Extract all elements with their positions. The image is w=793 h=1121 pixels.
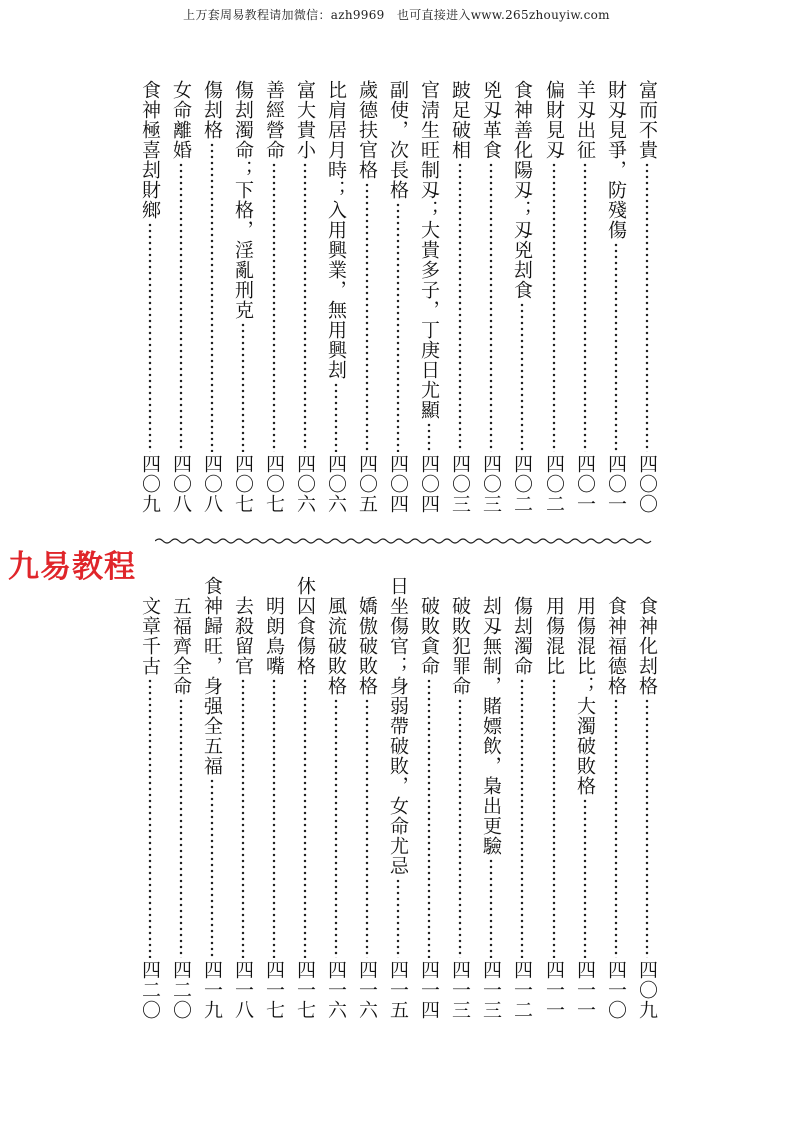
toc-entry-page: 四〇四: [387, 454, 409, 514]
toc-entry-page: 四〇三: [480, 454, 502, 514]
toc-entry-top-8: [416, 80, 442, 514]
toc-entry-page: 四〇一: [605, 454, 627, 514]
toc-entry-page: 四〇七: [263, 454, 285, 514]
leader-dots: [302, 678, 308, 958]
leader-dots: [178, 698, 184, 958]
toc-entry-page: 四〇八: [201, 454, 223, 514]
leader-dots: [488, 162, 494, 452]
toc-entry-title: 富大貴小: [294, 80, 316, 160]
toc-entry-title: 食神福德格: [605, 596, 627, 696]
toc-entry-top-9: [385, 80, 411, 514]
leader-dots: [364, 698, 370, 958]
toc-entry-page: 四〇七: [232, 454, 254, 514]
toc-entry-top-14: [230, 80, 256, 514]
toc-entry-bottom-5: [509, 596, 535, 1020]
toc-entry-title: 跛足破相: [449, 80, 471, 160]
leader-dots: [395, 202, 401, 452]
toc-entry-page: 四〇五: [356, 454, 378, 514]
toc-entry-page: 四〇三: [449, 454, 471, 514]
toc-entry-title: 文章千古: [139, 596, 161, 676]
toc-entry-title: 日坐傷官；身弱帶破敗，女命尤忌: [387, 576, 409, 876]
toc-entry-top-3: [572, 80, 598, 514]
toc-entry-bottom-8: [416, 596, 442, 1020]
leader-dots: [209, 778, 215, 958]
toc-entry-title: 用傷混比: [543, 596, 565, 676]
toc-entry-title: 官淸生旺制刄；大貴多子，丁庚日尤顯: [418, 80, 440, 420]
toc-entry-top-10: [354, 80, 380, 514]
toc-entry-title: 嬌傲破敗格: [356, 596, 378, 696]
toc-entry-title: 財刄見爭，防殘傷: [605, 80, 627, 240]
toc-entry-bottom-7: [447, 596, 473, 1020]
leader-dots: [240, 678, 246, 958]
toc-entry-bottom-2: [603, 596, 629, 1020]
toc-entry-page: 四一一: [574, 960, 596, 1020]
toc-entry-page: 四〇〇: [636, 454, 658, 514]
toc-entry-page: 四〇八: [170, 454, 192, 514]
leader-dots: [457, 698, 463, 958]
toc-entry-bottom-15: [199, 576, 225, 1020]
toc-entry-title: 刦刄無制，賭嫖飲，梟出更驗: [480, 596, 502, 856]
leader-dots: [613, 698, 619, 958]
toc-entry-top-16: [168, 80, 194, 514]
toc-entry-page: 四〇九: [636, 960, 658, 1020]
leader-dots: [426, 678, 432, 958]
leader-dots: [582, 798, 588, 958]
toc-entry-bottom-3: [572, 596, 598, 1020]
toc-entry-title: 食神極喜刦財鄉: [139, 80, 161, 220]
toc-entry-page: 四一五: [387, 960, 409, 1020]
toc-entry-page: 四〇二: [511, 454, 533, 514]
leader-dots: [551, 678, 557, 958]
toc-entry-page: 四〇二: [543, 454, 565, 514]
toc-entry-title: 休囚食傷格: [294, 576, 316, 676]
leader-dots: [582, 162, 588, 452]
toc-entry-bottom-14: [230, 596, 256, 1020]
toc-entry-title: 偏財見刄: [543, 80, 565, 160]
toc-entry-bottom-11: [323, 596, 349, 1020]
toc-entry-bottom-12: [292, 576, 318, 1020]
toc-entry-bottom-4: [541, 596, 567, 1020]
header-banner: 上万套周易教程请加微信：azh9969 也可直接进入www.265zhouyiw.com: [183, 8, 610, 22]
toc-entry-page: 四一六: [325, 960, 347, 1020]
toc-entry-bottom-10: [354, 596, 380, 1020]
toc-entry-title: 去殺留官: [232, 596, 254, 676]
toc-entry-top-17: [137, 80, 163, 514]
toc-entry-title: 破敗犯罪命: [449, 596, 471, 696]
toc-entry-title: 五福齊全命: [170, 596, 192, 696]
toc-entry-page: 四二〇: [170, 960, 192, 1020]
leader-dots: [644, 698, 650, 958]
toc-entry-title: 食神化刦格: [636, 596, 658, 696]
toc-entry-page: 四一四: [418, 960, 440, 1020]
toc-entry-page: 四一七: [294, 960, 316, 1020]
toc-entry-title: 用傷混比；大濁破敗格: [574, 596, 596, 796]
leader-dots: [240, 322, 246, 452]
toc-entry-top-4: [541, 80, 567, 514]
toc-entry-title: 風流破敗格: [325, 596, 347, 696]
toc-entry-title: 羊刄出征: [574, 80, 596, 160]
leader-dots: [457, 162, 463, 452]
toc-entry-top-12: [292, 80, 318, 514]
toc-entry-title: 兇刄革食: [480, 80, 502, 160]
toc-entry-top-6: [478, 80, 504, 514]
watermark-logo: 九易教程: [8, 549, 136, 585]
toc-entry-page: 四〇四: [418, 454, 440, 514]
toc-entry-page: 四〇六: [294, 454, 316, 514]
leader-dots: [147, 678, 153, 958]
toc-entry-page: 四一七: [263, 960, 285, 1020]
toc-entry-page: 四二〇: [139, 960, 161, 1020]
toc-entry-page: 四一一: [543, 960, 565, 1020]
toc-entry-title: 歲德扶官格: [356, 80, 378, 180]
toc-entry-page: 四一二: [511, 960, 533, 1020]
leader-dots: [271, 678, 277, 958]
toc-entry-title: 傷刦濁命: [511, 596, 533, 676]
toc-entry-top-1: [634, 80, 660, 514]
toc-entry-title: 食神歸旺，身强全五福: [201, 576, 223, 776]
toc-entry-top-15: [199, 80, 225, 514]
toc-entry-page: 四一九: [201, 960, 223, 1020]
toc-entry-bottom-1: [634, 596, 660, 1020]
leader-dots: [395, 878, 401, 958]
toc-entry-page: 四〇六: [325, 454, 347, 514]
toc-entry-title: 傷刦格: [201, 80, 223, 140]
toc-entry-page: 四一三: [449, 960, 471, 1020]
toc-entry-page: 四〇九: [139, 454, 161, 514]
leader-dots: [613, 242, 619, 452]
toc-entry-top-7: [447, 80, 473, 514]
toc-entry-title: 富而不貴: [636, 80, 658, 160]
leader-dots: [271, 162, 277, 452]
leader-dots: [333, 382, 339, 452]
toc-entry-title: 副使，次長格: [387, 80, 409, 200]
toc-entry-bottom-9: [385, 576, 411, 1020]
toc-entry-title: 破敗貪命: [418, 596, 440, 676]
wavy-divider: [155, 536, 655, 546]
toc-entry-bottom-17: [137, 596, 163, 1020]
toc-entry-title: 比肩居月時；入用興業，無用興刦: [325, 80, 347, 380]
toc-entry-title: 善經營命: [263, 80, 285, 160]
toc-entry-page: 四一三: [480, 960, 502, 1020]
leader-dots: [333, 698, 339, 958]
toc-entry-bottom-13: [261, 596, 287, 1020]
leader-dots: [644, 162, 650, 452]
leader-dots: [302, 162, 308, 452]
toc-entry-title: 女命離婚: [170, 80, 192, 160]
leader-dots: [519, 678, 525, 958]
toc-entry-title: 食神善化陽刄；刄兇刦食: [511, 80, 533, 300]
toc-entry-page: 四〇一: [574, 454, 596, 514]
leader-dots: [519, 302, 525, 452]
toc-entry-bottom-16: [168, 596, 194, 1020]
toc-entry-top-13: [261, 80, 287, 514]
toc-entry-title: 傷刦濁命；下格，淫亂刑克: [232, 80, 254, 320]
toc-entry-page: 四一六: [356, 960, 378, 1020]
toc-entry-top-5: [509, 80, 535, 514]
toc-entry-title: 明朗鳥嘴: [263, 596, 285, 676]
leader-dots: [426, 422, 432, 452]
toc-entry-page: 四一八: [232, 960, 254, 1020]
toc-entry-page: 四一〇: [605, 960, 627, 1020]
leader-dots: [209, 142, 215, 452]
toc-entry-top-11: [323, 80, 349, 514]
toc-entry-bottom-6: [478, 596, 504, 1020]
leader-dots: [364, 182, 370, 452]
leader-dots: [488, 858, 494, 958]
leader-dots: [178, 162, 184, 452]
leader-dots: [551, 162, 557, 452]
toc-entry-top-2: [603, 80, 629, 514]
leader-dots: [147, 222, 153, 452]
